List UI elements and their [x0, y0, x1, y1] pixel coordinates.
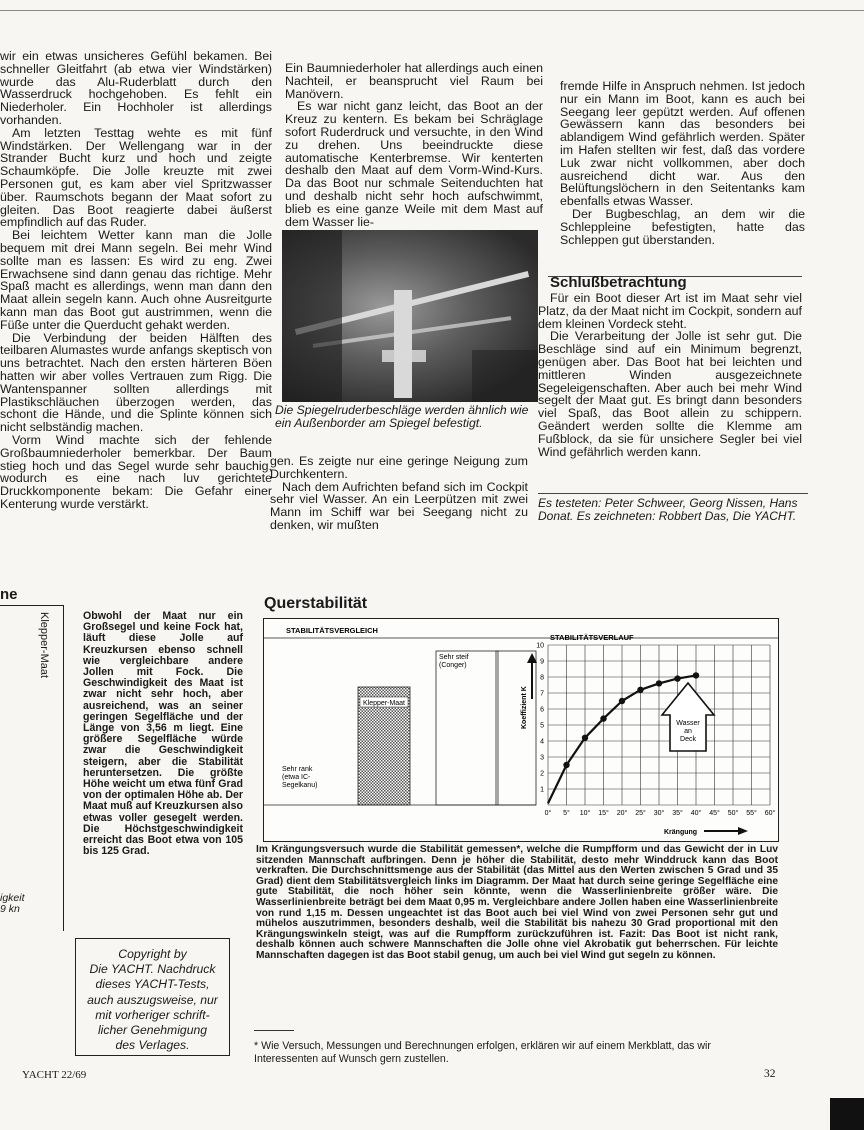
x-tick-label: 15°: [598, 810, 609, 817]
section-title-fragment: ne: [0, 586, 18, 603]
comparison-frame-rank: [496, 651, 536, 805]
label-steif: Sehr steif: [439, 654, 469, 661]
label-rank-sub2: Segelkanu): [282, 782, 318, 789]
label-rank-sub: (etwa IC-: [282, 774, 311, 781]
copyright-line: auch auszugsweise, nur: [87, 992, 218, 1007]
y-tick-label: 3: [540, 754, 544, 762]
data-point: [619, 698, 625, 704]
article-column-3: [560, 80, 805, 246]
photo-caption: Die Spiegelruderbeschläge werden ähnlich wie ein Außenborder am Spiegel befestigt.: [275, 403, 529, 430]
annotation-text: Wasser: [676, 720, 700, 727]
comparison-title: STABILITÄTSVERGLEICH: [286, 626, 378, 635]
x-axis-label: Krängung: [664, 829, 698, 836]
magazine-issue: YACHT 22/69: [22, 1069, 87, 1081]
paragraph: Am letzten Testtag wehte es mit fünf Windstärken. Der Wellengang war in der Strander Bucht kurz und hoch und zeigte Schaumköpfe. Die Jolle kreuzte mit zwei Personen gut, es kam aber viel Spritzwasser über. Raumschots begann der Maat sofort zu gleiten. Das Boot reagierte dabei äußerst empfindlich auf das Ruder.: [0, 125, 272, 230]
data-point: [637, 687, 643, 693]
x-arrow-head: [738, 827, 748, 835]
copyright-line: Copyright by: [118, 947, 187, 961]
paragraph: Bei leichtem Wetter kann man die Jolle bequem mit drei Mann segeln. Bei mehr Wind sollte man es lassen: Es wird zu eng. Zwei Erwachsene sind dann genau das richtige. Mehr Spaß macht es allerdings, wenn man dann den Maat allein segeln kann. Auch ohne Ausreitgurte kann man das Boot gut austrimmen, wenn die Füße unter die Querducht gehakt werden.: [0, 228, 272, 332]
y-tick-label: 6: [540, 706, 544, 714]
stability-chart-svg: [264, 619, 778, 841]
article-column-2: [285, 62, 543, 228]
y-arrow-head: [527, 653, 537, 663]
paragraph: Die Verbindung der beiden Hälften des teilbaren Alumastes wurde anfangs skeptisch von uns betrachtet. Nach den ersten härteren Böen hatten wir aber volles Vertrauen zum Rigg. Die Wantenspanner sollten allerdings mit Plastikschläuchen überzogen werden, das schont die Hände, und die Splinte können sich nicht selbständig machen.: [0, 330, 272, 435]
edge-text: 9 kn: [0, 903, 20, 915]
page-edge-mark: [830, 1098, 864, 1130]
paragraph: Vorm Wind machte sich der fehlende Großbaumniederholer bemerkbar. Der Baum stieg hoch und das Segel wurde sehr bauchig, wodurch es eine nach luv gerichtete Druckkomponente bekam: Die Gefahr einer Kenterung wurde verstärkt.: [0, 432, 272, 511]
data-point: [656, 680, 662, 686]
bar-label: Klepper-Maat: [362, 700, 406, 707]
x-tick-label: 25°: [635, 810, 646, 817]
top-rule: [0, 10, 864, 11]
copyright-line: mit vorheriger schrift-: [95, 1007, 210, 1022]
comparison-frame-steif: [436, 651, 498, 805]
y-tick-label: 1: [540, 786, 544, 794]
y-axis-label: Koeffizient K: [521, 686, 528, 729]
copyright-line: licher Genehmigung: [97, 1023, 208, 1038]
x-tick-label: 30°: [653, 810, 665, 817]
plot-area: [527, 643, 775, 836]
footnote: * Wie Versuch, Messungen und Berechnungen erfolgen, erklären wir auf einem Merkblatt, das wir Interessenten auf Wunsch gern zustellen.: [254, 1040, 711, 1065]
copyright-line: dieses YACHT-Tests,: [95, 977, 210, 992]
copyright-box: [75, 938, 230, 1056]
curve-title: STABILITÄTSVERLAUF: [550, 633, 634, 642]
paragraph: Für ein Boot dieser Art ist im Maat sehr viel Platz, da der Maat nicht im Cockpit, sondern auf dem kleinen Vordeck steht.: [538, 291, 802, 331]
x-tick-label: 5°: [563, 810, 570, 817]
data-point: [600, 715, 606, 721]
y-tick-label: 7: [540, 690, 544, 698]
x-tick-label: 60°: [764, 810, 776, 817]
y-tick-label: 9: [540, 658, 544, 666]
paragraph: Der Bugbeschlag, an dem wir die Schleppleine befestigten, hatte das Schleppen gut überstanden.: [560, 206, 805, 247]
paragraph: Es war nicht ganz leicht, das Boot an der Kreuz zu kentern. Es bekam bei Schräglage sofort Ruderdruck und versuchte, in den Wind zu drehen. Uns beeindruckte diese automatische Kenterbremse. Wir kenterten deshalb den Maat auf dem Vorm-Wind-Kurs. Da das Boot nur schmale Seitenduchten hat und deshalb nicht sehr hoch aufschwimmt, blieb es eine ganze Weile mit dem Mast auf dem Wasser lie-: [285, 99, 543, 229]
copyright-line: Die YACHT. Nachdruck: [89, 962, 216, 977]
comparison-sidebox: [0, 605, 64, 931]
x-tick-label: 0°: [544, 810, 552, 817]
paragraph: gen. Es zeigte nur eine geringe Neigung zum Durchkentern.: [270, 454, 528, 481]
annotation-text: an: [684, 728, 692, 735]
x-tick-label: 55°: [746, 810, 757, 817]
paragraph: Die Verarbeitung der Jolle ist sehr gut. Die Beschläge sind auf ein Minimum begrenzt, genügen aber. Das Boot hat bei leichten und mittleren Winden ausgezeichnete Segeleigenschaften. Aber auch bei mehr Wind segelt der Maat gut. Es bringt dann besonders viel Spaß, das Boot allein zu schippern. Geändert werden sollte die Klemme am Fußblock, da sie für unsichere Segler bei viel Wind gefährlich werden kann.: [538, 329, 802, 459]
data-point: [674, 675, 680, 681]
paragraph: wir ein etwas unsicheres Gefühl bekamen. Bei schneller Gleitfahrt (ab etwa vier Windstärken) wurde das Alu-Ruderblatt durch den Wasserdruck hochgehoben. Es fehlt ein Niederholer. Ein Hochholer ist allerdings vorhanden.: [0, 49, 272, 127]
data-point: [563, 762, 569, 768]
x-tick-label: 45°: [709, 810, 720, 817]
diagram-title: Querstabilität: [264, 595, 368, 612]
annotation-text: Deck: [680, 736, 696, 743]
test-credits: Es testeten: Peter Schweer, Georg Nissen, Hans Donat. Es zeichneten: Robbert Das, Die YACHT.: [538, 496, 798, 523]
edge-text: igkeit: [0, 892, 25, 904]
copyright-line: des Verlages.: [115, 1038, 190, 1053]
sidebox-label: Klepper-Maat: [38, 612, 50, 679]
conclusion-column: [538, 292, 802, 458]
x-tick-label: 20°: [616, 810, 628, 817]
label-rank: Sehr rank: [282, 766, 313, 773]
data-point: [582, 735, 588, 741]
conclusion-heading: Schlußbetrachtung: [550, 274, 687, 291]
article-column-1: [0, 50, 272, 511]
performance-summary: Obwohl der Maat nur ein Großsegel und keine Fock hat, läuft diese Jolle auf Kreuzkursen ebenso schnell wie vergleichbare andere Jollen mit Fock. Die Geschwindigkeit des Maat ist zwar nicht sehr hoch, aber ausreichend, was an seiner geringen Segelfläche und der Länge von 3,56 m liegt. Eine größere Segelfläche würde zwar die Geschwindigkeit steigern, aber die Stabilität heruntersetzen. Die größte Höhe weicht um etwa fünf Grad von der optimalen Höhe ab. Der Maat muß auf Kreuzkursen also etwas voller gesegelt werden. Die Höchstgeschwindigkeit erreicht das Boot etwa von 105 bis 125 Grad.: [83, 610, 243, 858]
rudder-fitting-photo: [282, 230, 538, 402]
paragraph: Nach dem Aufrichten befand sich im Cockpit sehr viel Wasser. An ein Leerpützen mit zwei Mann im Schiff war bei Seegang nicht zu denken, wir mußten: [270, 479, 528, 532]
y-tick-label: 8: [540, 674, 544, 682]
y-tick-label: 4: [540, 738, 544, 746]
label-steif-sub: (Conger): [439, 662, 467, 669]
x-tick-label: 40°: [690, 810, 702, 817]
paragraph: fremde Hilfe in Anspruch nehmen. Ist jedoch nur ein Mann im Boot, kann es auch bei Seegang leer gepützt werden. Auf offenen Gewässern kann das besonders bei ablandigem Wind gefährlich werden. Später im Hafen stellten wir fest, daß das vordere Luk zwar nicht vollkommen, aber doch ausreichend dicht war. Aus den Belüftungslöchern in den Seitentanks kam ebenfalls etwas Wasser.: [560, 79, 805, 209]
y-tick-label: 5: [540, 722, 544, 730]
credits-rule: [538, 493, 808, 494]
x-tick-label: 35°: [672, 810, 683, 817]
x-tick-label: 10°: [579, 810, 591, 817]
x-tick-label: 50°: [727, 810, 739, 817]
data-point: [693, 672, 699, 678]
stability-diagram: [263, 618, 779, 842]
paragraph: Ein Baumniederholer hat allerdings auch einen Nachteil, er beansprucht viel Raum bei Manövern.: [285, 61, 543, 101]
page-number: 32: [764, 1068, 776, 1080]
stability-explanation: Im Krängungsversuch wurde die Stabilität gemessen*, welche die Rumpfform und das Gewicht der in Luv sitzenden Mannschaft aufbringen. Denn je höher die Stabilität, desto mehr Winddruck kann das Boot verkraften. Die Durchschnittsmenge aus der Stabilität (das Mittel aus den Werten zwischen 5 Grad und 35 Grad) dient dem Stabilitätsvergleich links im Diagramm. Der Maat hat durch seine geringe Segelfläche eine gute Stabilität, die noch höher sein könnte, wenn die Wasserlinienbreite größer wäre. Die Wasserlinienbreite beträgt bei dem Maat 0,95 m. Vergleichbare andere Jollen haben eine Wasserlinienbreite von rund 1,15 m. Dessen ungeachtet ist das Boot auch bei viel Wind von zwei Personen sehr gut und mühelos auszutrimmen, besonders deshalb, weil die Stabilität bis nahezu 30 Grad proportional mit den Krängungswinkeln steigt, was auf die Rumpfform zurückzuführen ist. Fazit: Das Boot ist nicht rank, deshalb können auch schwere Mannschaften die Jolle ohne viel Akrobatik gut beherrschen. Für leichte Mannschaften dagegen ist das Boot stabil genug, um auch bei viel Wind gut segeln zu können.: [256, 844, 778, 961]
y-tick-label: 10: [536, 642, 544, 650]
footnote-rule: [254, 1030, 294, 1031]
y-tick-label: 2: [540, 770, 544, 778]
article-column-2-continued: [270, 455, 528, 532]
